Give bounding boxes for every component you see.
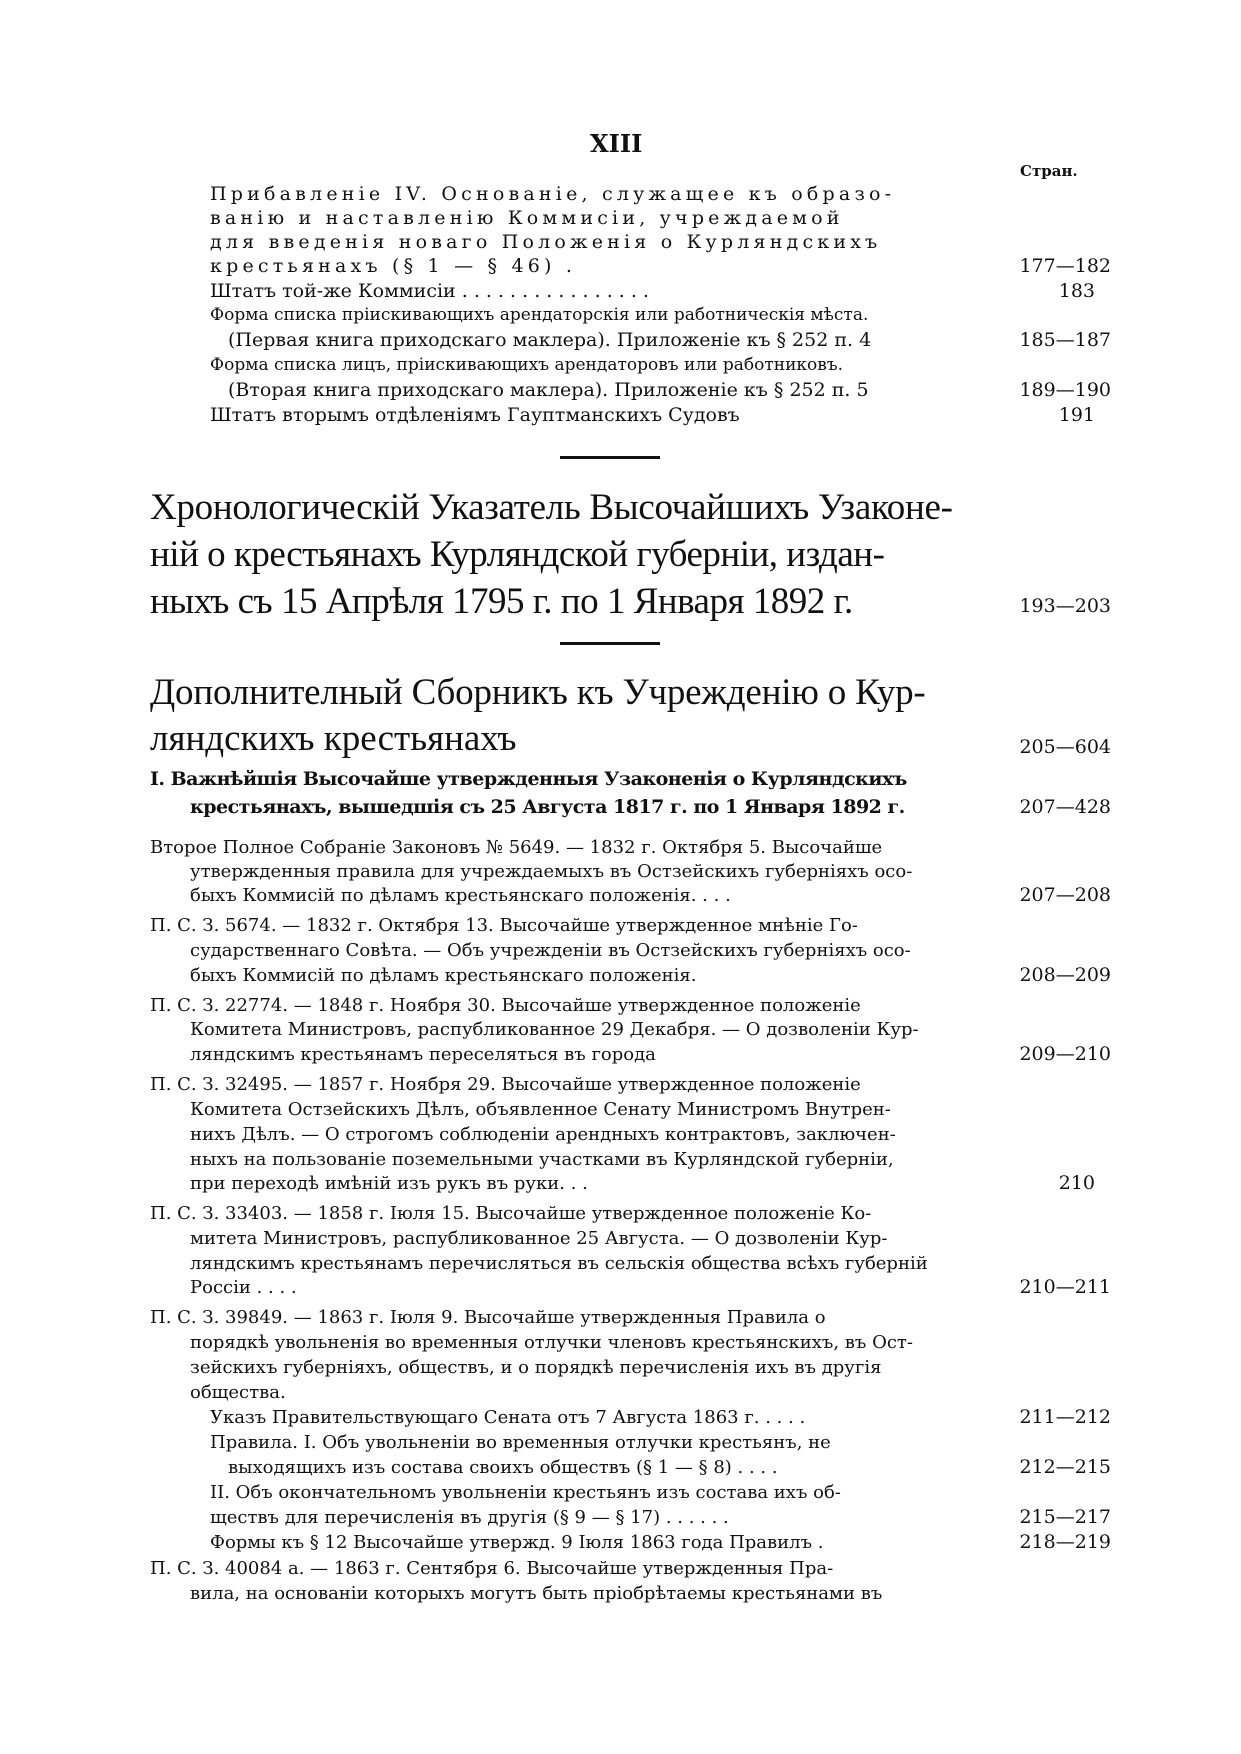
section-heading: I. Важнѣйшія Высочайше утвержденныя Узаконенія о Курляндскихъ [150,768,907,790]
page-ref: 215—217 [1019,1506,1111,1528]
addendum-line: Штатъ той-же Коммисіи . . . . . . . . . . . . . . . . [210,280,649,302]
entry-line: II. Объ окончательномъ увольненіи крестьянъ изъ состава ихъ об- [210,1482,841,1503]
page-ref: 193—203 [1019,595,1111,617]
page-ref: 177—182 [1019,255,1111,277]
entry-line: П. С. З. 40084 а. — 1863 г. Сентября 6. Высочайше утвержденныя Пра- [150,1558,834,1579]
addendum-line: Прибавленіе IV. Основаніе, служащее къ образо- [210,183,896,205]
page-number: XIII [590,129,643,158]
page-ref: 211—212 [1019,1406,1111,1428]
page-ref: 212—215 [1019,1456,1111,1478]
entry-line: Комитета Министровъ, распубликованное 29 Декабря. — О дозволеніи Кур- [190,1019,919,1040]
entry-line: вила, на основаніи которыхъ могутъ быть пріобрѣтаемы крестьянами въ [190,1583,883,1604]
addendum-line: Штатъ вторымъ отдѣленіямъ Гауптманскихъ Судовъ [210,404,740,426]
entry-line: быхъ Коммисій по дѣламъ крестьянскаго положенія. [190,965,697,986]
page-ref: 208—209 [1019,964,1111,986]
entry-line: быхъ Коммисій по дѣламъ крестьянскаго положенія. . . . [190,885,731,906]
entry-line: Указъ Правительствующаго Сената отъ 7 Августа 1863 г. . . . . [210,1407,806,1428]
page-ref: 185—187 [1019,329,1111,351]
entry-line: нихъ Дѣлъ. — О строгомъ соблюденіи арендныхъ контрактовъ, заключен- [190,1124,896,1145]
page-ref: 189—190 [1019,379,1111,401]
page-ref: 210 [1058,1172,1095,1194]
entry-line: общества. [190,1382,286,1403]
entry-line: Правила. I. Объ увольненіи во временныя отлучки крестьянъ, не [210,1432,831,1453]
page-ref: 218—219 [1019,1531,1111,1553]
entry-line: П. С. З. 39849. — 1863 г. Іюля 9. Высочайше утвержденныя Правила о [150,1307,826,1328]
entry-line: Россіи . . . . [190,1277,297,1298]
entry-line: зейскихъ губерніяхъ, обществъ, и о порядкѣ перечисленія ихъ въ другія [190,1357,882,1378]
entry-line: П. С. З. 5674. — 1832 г. Октября 13. Высочайше утвержденное мнѣніе Го- [150,915,858,936]
addendum-line: крестьянахъ (§ 1 — § 46) . [210,255,577,277]
page-ref: 207—428 [1019,796,1111,818]
section-heading: крестьянахъ, вышедшія съ 25 Августа 1817 г. по 1 Января 1892 г. [190,796,905,818]
entry-line: П. С. З. 33403. — 1858 г. Іюля 15. Высочайше утвержденное положеніе Ко- [150,1203,872,1224]
entry-line: утвержденныя правила для учреждаемыхъ въ Остзейскихъ губерніяхъ осо- [190,861,913,882]
page-ref: 183 [1058,280,1095,302]
entry-line: ществъ для перечисленія въ другія (§ 9 — § 17) . . . . . . [210,1507,729,1528]
chronological-index-title: ній о крестьянахъ Курляндской губерніи, издан- [150,534,885,575]
entry-line: ляндскимъ крестьянамъ перечисляться въ сельскія общества всѣхъ губерній [190,1253,928,1274]
entry-line: Формы къ § 12 Высочайше утвержд. 9 Іюля 1863 года Правилъ . [210,1532,824,1553]
chronological-index-title: ныхъ съ 15 Апрѣля 1795 г. по 1 Января 1892 г. [150,581,853,622]
entry-line: ляндскимъ крестьянамъ переселяться въ города [190,1044,656,1065]
chronological-index-title: Хронологическій Указатель Высочайшихъ Узаконе- [150,487,953,528]
entry-line: Второе Полное Собраніе Законовъ № 5649. — 1832 г. Октября 5. Высочайше [150,837,883,858]
page-ref: 209—210 [1019,1043,1111,1065]
entry-line: П. С. З. 22774. — 1848 г. Ноября 30. Высочайше утвержденное положеніе [150,995,861,1016]
supplement-title: ляндскихъ крестьянахъ [150,718,517,759]
page-column-label: Стран. [1020,162,1078,180]
addendum-line: ванію и наставленію Коммисіи, учреждаемой [210,207,844,229]
supplement-title: Дополнителный Сборникъ къ Учрежденію о Кур- [150,672,926,713]
addendum-line: для введенія новаго Положенія о Курляндскихъ [210,231,882,253]
addendum-line: (Первая книга приходскаго маклера). Приложеніе къ § 252 п. 4 [228,329,872,351]
entry-line: выходящихъ изъ состава своихъ обществъ (§ 1 — § 8) . . . . [228,1457,778,1478]
addendum-line: Форма списка лицъ, пріискивающихъ арендаторовъ или работниковъ. [210,355,844,375]
entry-line: при переходѣ имѣній изъ рукъ въ руки. . . [190,1173,588,1194]
page-ref: 207—208 [1019,884,1111,906]
addendum-line: Форма списка пріискивающихъ арендаторскія или работническія мѣста. [210,305,869,325]
entry-line: сударственнаго Совѣта. — Объ учрежденіи въ Остзейскихъ губерніяхъ осо- [190,940,911,961]
page-ref: 210—211 [1019,1276,1111,1298]
entry-line: П. С. З. 32495. — 1857 г. Ноября 29. Высочайше утвержденное положеніе [150,1074,861,1095]
page-ref: 191 [1058,404,1095,426]
page-ref: 205—604 [1019,736,1111,758]
entry-line: порядкѣ увольненія во временныя отлучки членовъ крестьянскихъ, въ Ост- [190,1332,913,1353]
addendum-line: (Вторая книга приходскаго маклера). Приложеніе къ § 252 п. 5 [228,379,869,401]
entry-line: ныхъ на пользованіе поземельными участками въ Курляндской губерніи, [190,1149,894,1170]
entry-line: митета Министровъ, распубликованное 25 Августа. — О дозволеніи Кур- [190,1228,888,1249]
section-divider [560,642,660,645]
entry-line: Комитета Остзейскихъ Дѣлъ, объявленное Сенату Министромъ Внутрен- [190,1099,891,1120]
section-divider [560,456,660,459]
